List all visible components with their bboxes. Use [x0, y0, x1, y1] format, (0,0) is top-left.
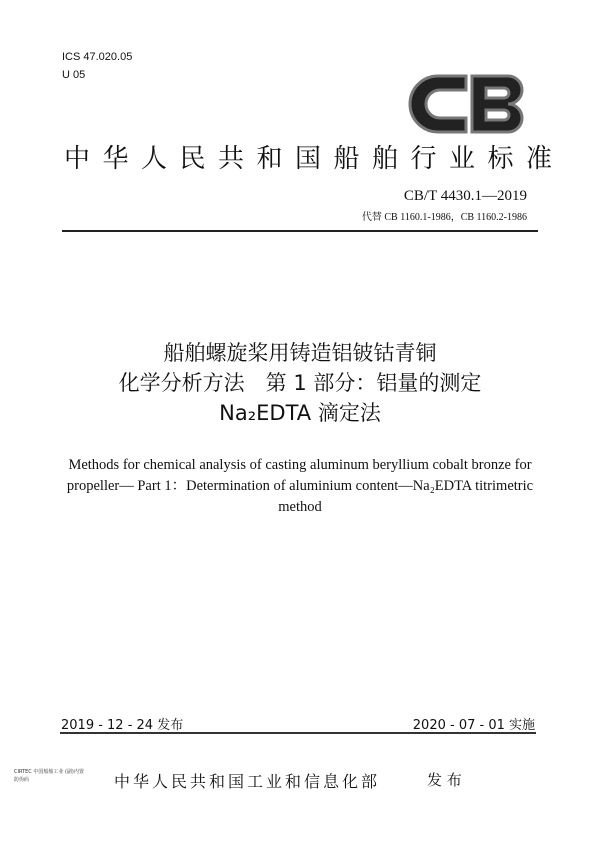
header-title: 中华人民共和国船舶行业标准	[64, 144, 565, 174]
date-rule	[60, 732, 536, 734]
issuer: 中华人民共和国工业和信息化部	[114, 772, 381, 791]
title-cn-line: Na₂EDTA 滴定法	[219, 401, 381, 425]
implement-date: 2020 - 07 - 01 实施	[412, 718, 535, 733]
title-cn-line: 化学分析方法 第 1 部分：铝量的测定	[118, 371, 482, 395]
title-en-line: Methods for chemical analysis of casting aluminum beryllium cobalt bronze for	[68, 457, 532, 473]
title-en	[0, 455, 600, 518]
cb-logo-icon	[408, 72, 530, 136]
anti-counterfeit-stamp: CIRTEC 中国船舶工业 (副)内置防伪码	[14, 769, 84, 783]
ccs-code: U 05	[62, 69, 86, 81]
replaces-note: 代替 CB 1160.1-1986，CB 1160.2-1986	[361, 212, 527, 223]
title-en-line: method	[278, 499, 322, 515]
ics-code: ICS 47.020.05	[62, 51, 133, 63]
issue-label: 发 布	[427, 771, 462, 789]
header-rule	[62, 230, 538, 232]
issue-date: 2019 - 12 - 24 发布	[61, 718, 184, 733]
title-cn-line: 船舶螺旋桨用铸造铝铍钴青铜	[163, 341, 437, 365]
title-cn	[0, 338, 600, 428]
title-en-line: propeller— Part 1：Determination of aluminium content—Na₂EDTA titrimetric	[66, 478, 534, 494]
standard-number: CB/T 4430.1—2019	[403, 188, 527, 204]
